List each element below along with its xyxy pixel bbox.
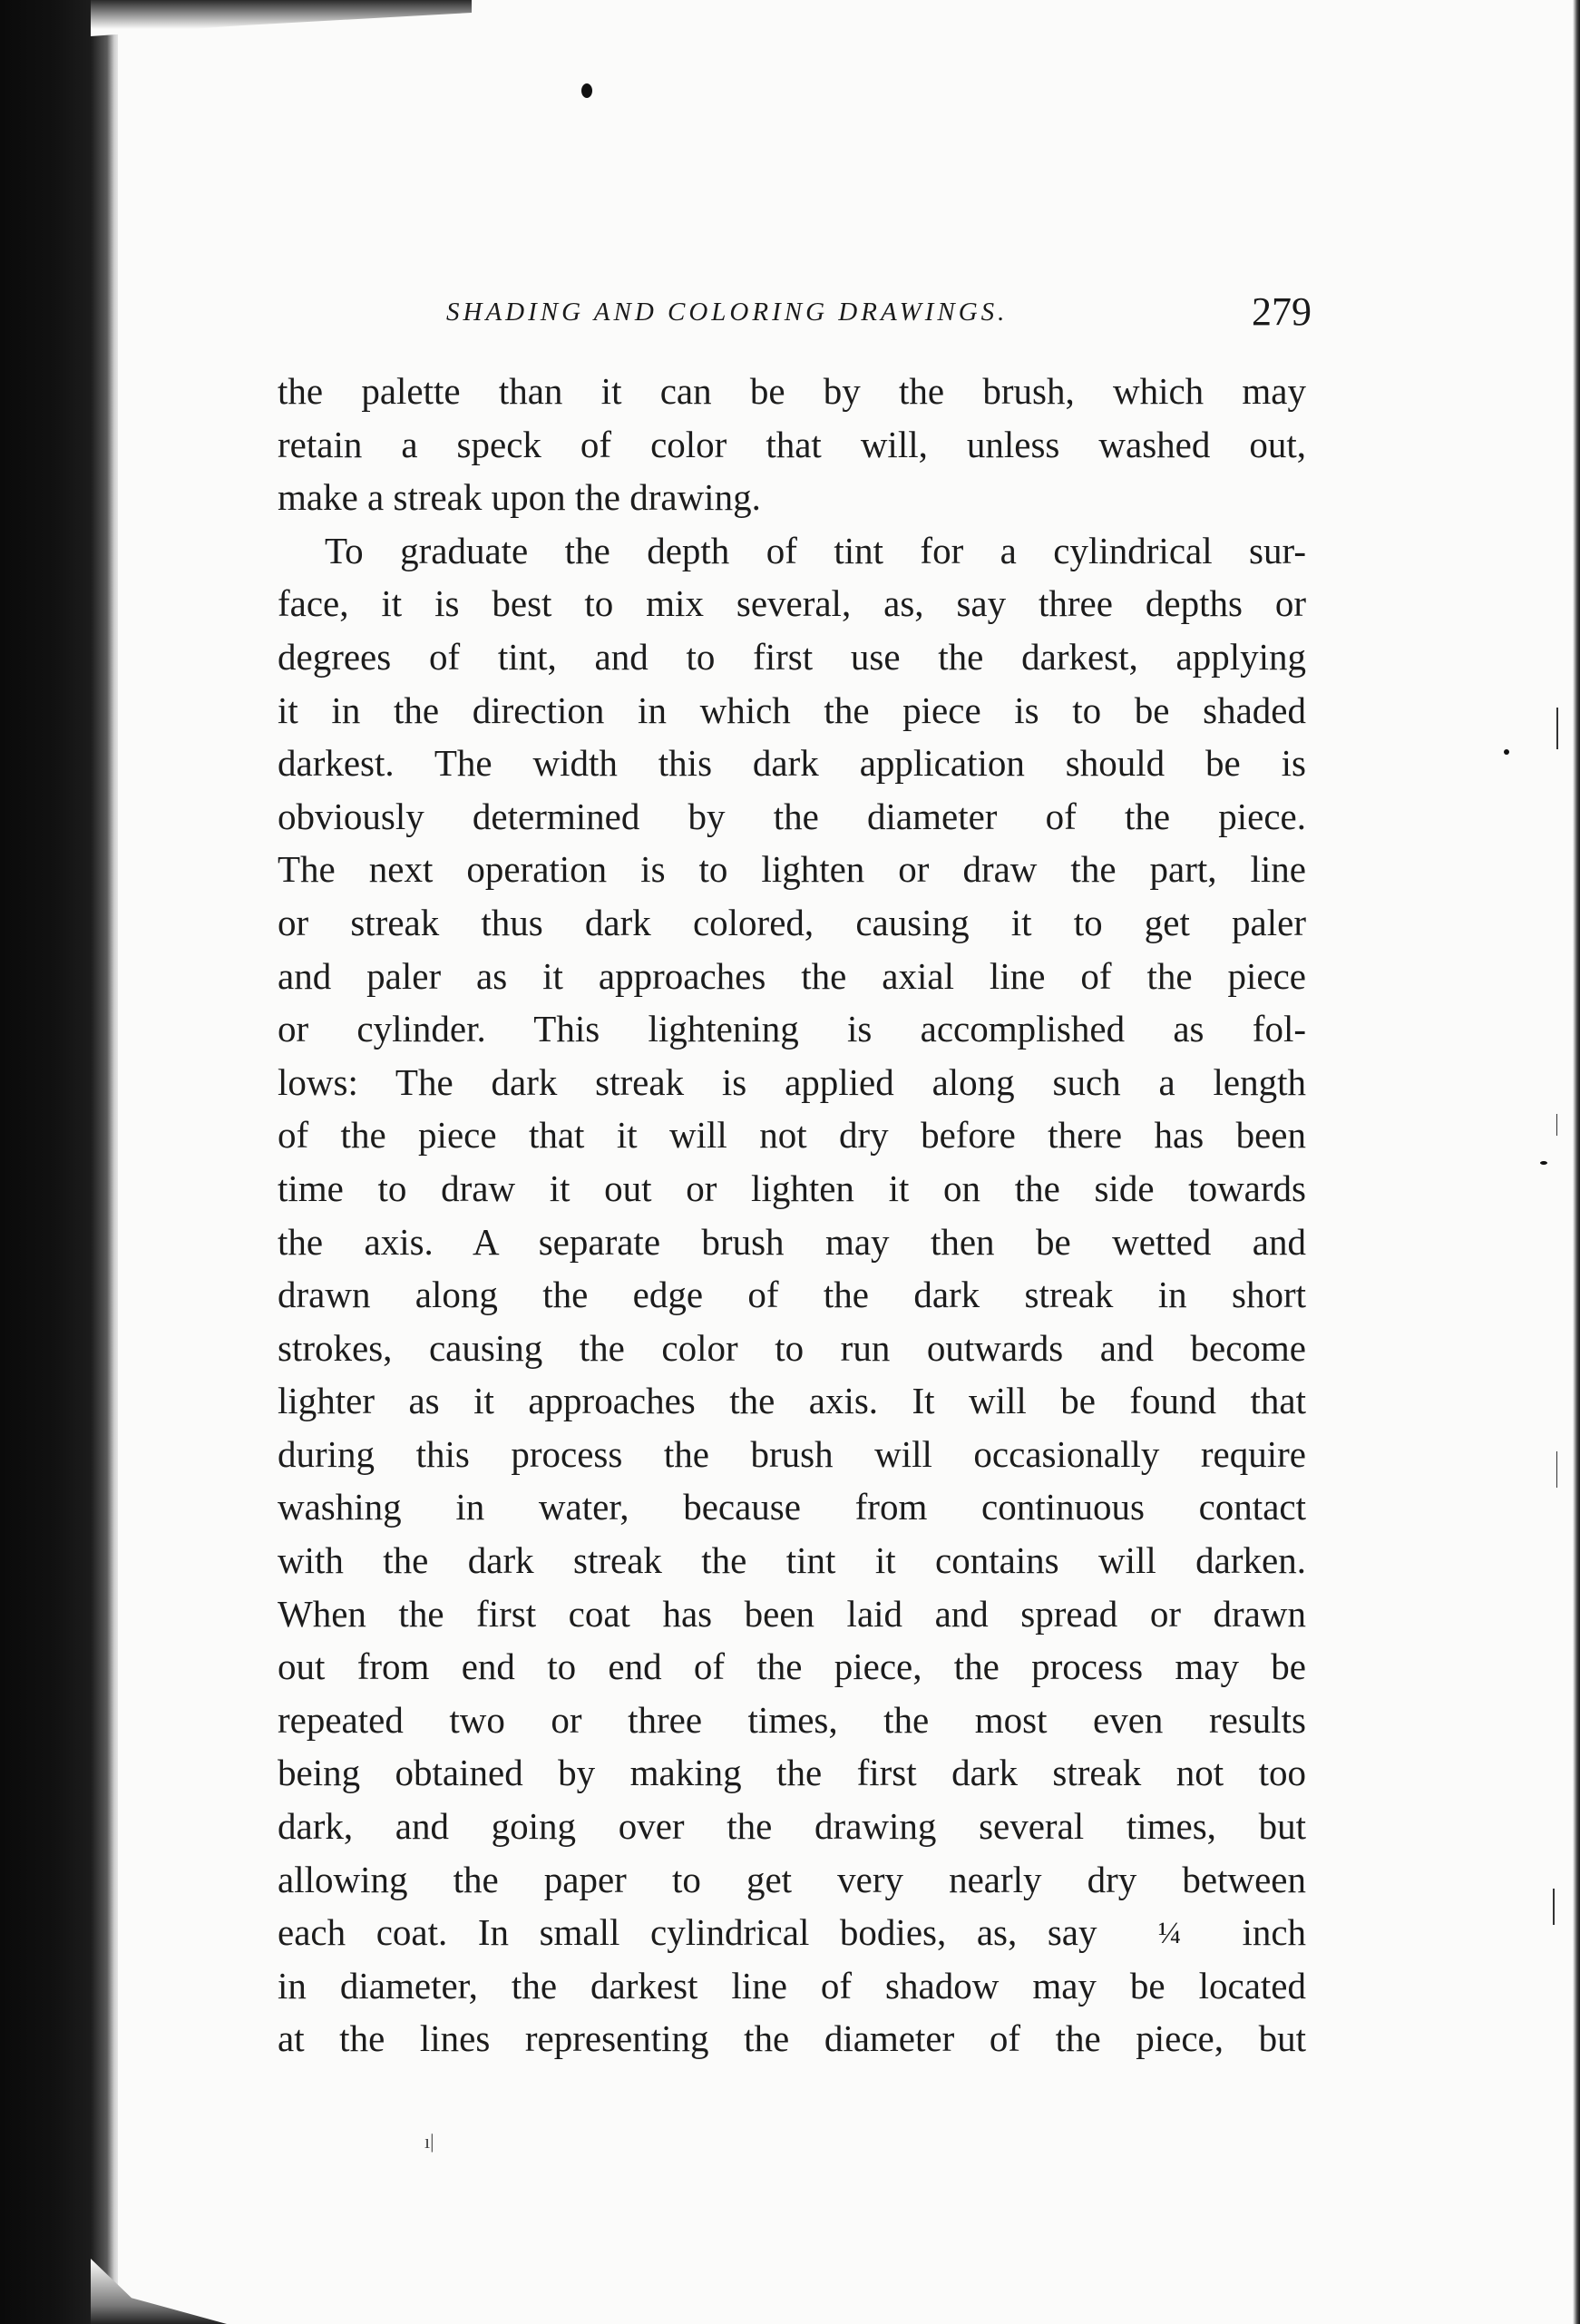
text-line: [278, 1906, 1306, 1959]
edge-mark: [1556, 1114, 1557, 1136]
text-line: The next operation is to lighten or draw the part, line: [278, 848, 1306, 891]
text-line: retain a speck of color that will, unless washed out,: [278, 423, 1306, 465]
text-line: it in the direction in which the piece is to be shaded: [278, 688, 1306, 731]
text-line: lows: The dark streak is applied along such a length: [278, 1060, 1306, 1103]
text-line: or cylinder. This lightening is accomplished as fol-: [278, 1008, 1306, 1050]
text-line: obviously determined by the diameter of the piece.: [278, 795, 1306, 837]
edge-mark: [1553, 1889, 1555, 1925]
text-line: strokes, causing the color to run outwards and become: [278, 1326, 1306, 1369]
text-line: degrees of tint, and to first use the darkest, applying: [278, 635, 1306, 678]
text-line: out from end to end of the piece, the process may be: [278, 1645, 1306, 1688]
ink-speck: [581, 83, 592, 98]
binding-gutter: [0, 0, 118, 2324]
text-line: drawn along the edge of the dark streak in short: [278, 1274, 1306, 1316]
text-line: washing in water, because from continuous contact: [278, 1486, 1306, 1528]
text-line: with the dark streak the tint it contains will darken.: [278, 1539, 1306, 1582]
text-line: lighter as it approaches the axis. It will be found that: [278, 1380, 1306, 1422]
text-line: at the lines representing the diameter of the piece, but: [278, 2017, 1306, 2060]
gutter-top-shadow: [91, 0, 472, 36]
text-line: time to draw it out or lighten it on the side towards: [278, 1167, 1306, 1209]
text-line: make a streak upon the drawing.: [278, 476, 761, 519]
page-header: [278, 288, 1312, 343]
text-line: allowing the paper to get very nearly dry between: [278, 1858, 1306, 1900]
edge-mark: [1556, 1451, 1557, 1488]
text-line: repeated two or three times, the most even results: [278, 1698, 1306, 1741]
text-line: dark, and going over the drawing several times, but: [278, 1805, 1306, 1848]
fraction: ¼: [1157, 1917, 1182, 1951]
edge-mark: [1556, 708, 1558, 749]
text-line: being obtained by making the first dark streak not too: [278, 1752, 1306, 1794]
text-line: When the first coat has been laid and spread or drawn: [278, 1592, 1306, 1635]
text-line: the palette than it can be by the brush, which may: [278, 370, 1306, 412]
ink-speck: [1540, 1161, 1547, 1165]
text-line: during this process the brush will occasionally require: [278, 1432, 1306, 1475]
text-line: To graduate the depth of tint for a cylindrical sur-: [325, 529, 1306, 571]
running-head: SHADING AND COLORING DRAWINGS.: [446, 298, 1009, 327]
right-page-edge: [1573, 0, 1580, 2324]
ink-speck: [1504, 749, 1509, 755]
footer-mark: ı|: [424, 2130, 434, 2153]
text-line-segment: inch: [1242, 1911, 1307, 1954]
text-line: face, it is best to mix several, as, say three depths or: [278, 582, 1306, 625]
text-line: the axis. A separate brush may then be wetted and: [278, 1220, 1306, 1263]
text-line: of the piece that it will not dry before there has been: [278, 1114, 1306, 1157]
page-number: 279: [1252, 289, 1312, 334]
body-text: [278, 365, 1306, 2065]
text-line: darkest. The width this dark application should be is: [278, 742, 1306, 785]
text-line: and paler as it approaches the axial line of the piece: [278, 954, 1306, 997]
text-line: or streak thus dark colored, causing it to get paler: [278, 901, 1306, 943]
text-line: in diameter, the darkest line of shadow may be located: [278, 1964, 1306, 2007]
text-line-segment: each coat. In small cylindrical bodies, as, say: [278, 1911, 1097, 1954]
